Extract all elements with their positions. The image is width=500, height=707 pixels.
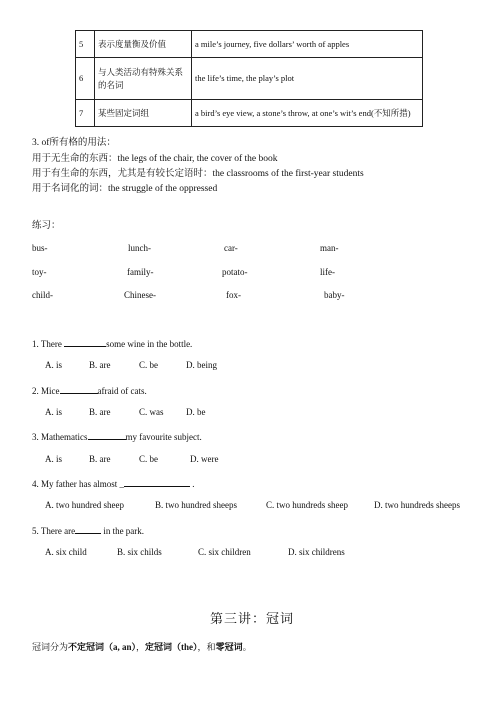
table-row <box>76 100 423 127</box>
option-d[interactable]: D. were <box>190 454 219 464</box>
word-item: bus- <box>32 243 48 253</box>
option-c[interactable]: C. be <box>139 454 158 464</box>
option-b[interactable]: B. are <box>89 454 111 464</box>
row-number: 6 <box>76 58 95 100</box>
row-example: a bird’s eye view, a stone’s throw, at one’s wit’s end(不知所措) <box>192 100 423 127</box>
word-item: toy- <box>32 267 47 277</box>
option-c[interactable]: C. was <box>139 407 164 417</box>
word-item: man- <box>320 243 339 253</box>
word-item: baby- <box>324 290 345 300</box>
option-b[interactable]: B. two hundred sheeps <box>155 500 237 510</box>
table-row <box>76 31 423 58</box>
option-c[interactable]: C. two hundreds sheep <box>266 500 348 510</box>
question-text-pre: 5. There are <box>32 526 76 536</box>
definite-article-term: 定冠词（the） <box>145 642 198 652</box>
row-category: 与人类活动有特殊关系的名词 <box>95 58 192 100</box>
option-d[interactable]: D. two hundreds sheeps <box>374 500 460 510</box>
question-2 <box>32 384 147 396</box>
practice-title: 练习： <box>32 221 61 231</box>
possessive-rules-table <box>75 30 423 127</box>
option-d[interactable]: D. be <box>186 407 206 417</box>
option-d[interactable]: D. six childrens <box>288 547 345 557</box>
question-3 <box>32 430 202 442</box>
lecture-intro <box>32 640 252 653</box>
table-row <box>76 58 423 100</box>
answer-blank[interactable] <box>75 524 101 534</box>
row-category: 某些固定词组 <box>95 100 192 127</box>
row-number: 7 <box>76 100 95 127</box>
question-text-post: in the park. <box>101 526 145 536</box>
answer-blank[interactable] <box>124 477 190 487</box>
option-c[interactable]: C. be <box>139 360 158 370</box>
question-4 <box>32 477 194 489</box>
question-1 <box>32 337 192 349</box>
option-a[interactable]: A. six child <box>45 547 87 557</box>
question-text-post: afraid of cats. <box>97 386 147 396</box>
row-example: the life’s time, the play’s plot <box>192 58 423 100</box>
lecture-heading: 第三讲：冠词 <box>210 611 295 626</box>
option-b[interactable]: B. are <box>89 360 111 370</box>
row-example: a mile’s journey, five dollars’ worth of apples <box>192 31 423 58</box>
of-usage-line: 用于无生命的东西：the legs of the chair, the cover of the book <box>32 154 278 164</box>
question-text-post: . <box>189 479 195 489</box>
question-text-post: some wine in the bottle. <box>106 339 193 349</box>
of-usage-line: 用于名词化的词：the struggle of the oppressed <box>32 184 218 194</box>
word-item: child- <box>32 290 53 300</box>
question-text-pre: 3. Mathematics <box>32 432 88 442</box>
word-item: Chinese- <box>124 290 156 300</box>
question-text-post: my favourite subject. <box>125 432 202 442</box>
intro-text: 冠词分为 <box>32 642 69 652</box>
option-a[interactable]: A. is <box>45 454 63 464</box>
row-number: 5 <box>76 31 95 58</box>
option-a[interactable]: A. two hundred sheep <box>45 500 124 510</box>
word-item: family- <box>127 267 154 277</box>
row-category: 表示度量衡及价值 <box>95 31 192 58</box>
word-item: car- <box>224 243 238 253</box>
answer-blank[interactable] <box>64 337 106 347</box>
question-text-pre: 4. My father has almost _ <box>32 479 124 489</box>
question-5 <box>32 524 144 536</box>
intro-text: 。 <box>242 642 252 652</box>
of-usage-line: 用于有生命的东西，尤其是有较长定语时：the classrooms of the first-year students <box>32 169 364 179</box>
question-text-pre: 2. Mice <box>32 386 60 396</box>
question-text-pre: 1. There <box>32 339 65 349</box>
option-d[interactable]: D. being <box>186 360 217 370</box>
word-item: fox- <box>226 290 241 300</box>
option-a[interactable]: A. is <box>45 407 63 417</box>
option-c[interactable]: C. six children <box>198 547 251 557</box>
indefinite-article-term: 不定冠词（a, an） <box>68 642 137 652</box>
option-b[interactable]: B. are <box>89 407 111 417</box>
answer-blank[interactable] <box>60 384 98 394</box>
word-item: lunch- <box>128 243 151 253</box>
zero-article-term: 零冠词 <box>215 642 243 652</box>
intro-text: ，和 <box>197 642 216 652</box>
of-section-title: 3. of所有格的用法： <box>32 138 116 148</box>
word-item: life- <box>320 267 335 277</box>
option-b[interactable]: B. six childs <box>117 547 162 557</box>
intro-text: ， <box>136 642 146 652</box>
option-a[interactable]: A. is <box>45 360 63 370</box>
word-item: potato- <box>222 267 248 277</box>
answer-blank[interactable] <box>88 430 126 440</box>
